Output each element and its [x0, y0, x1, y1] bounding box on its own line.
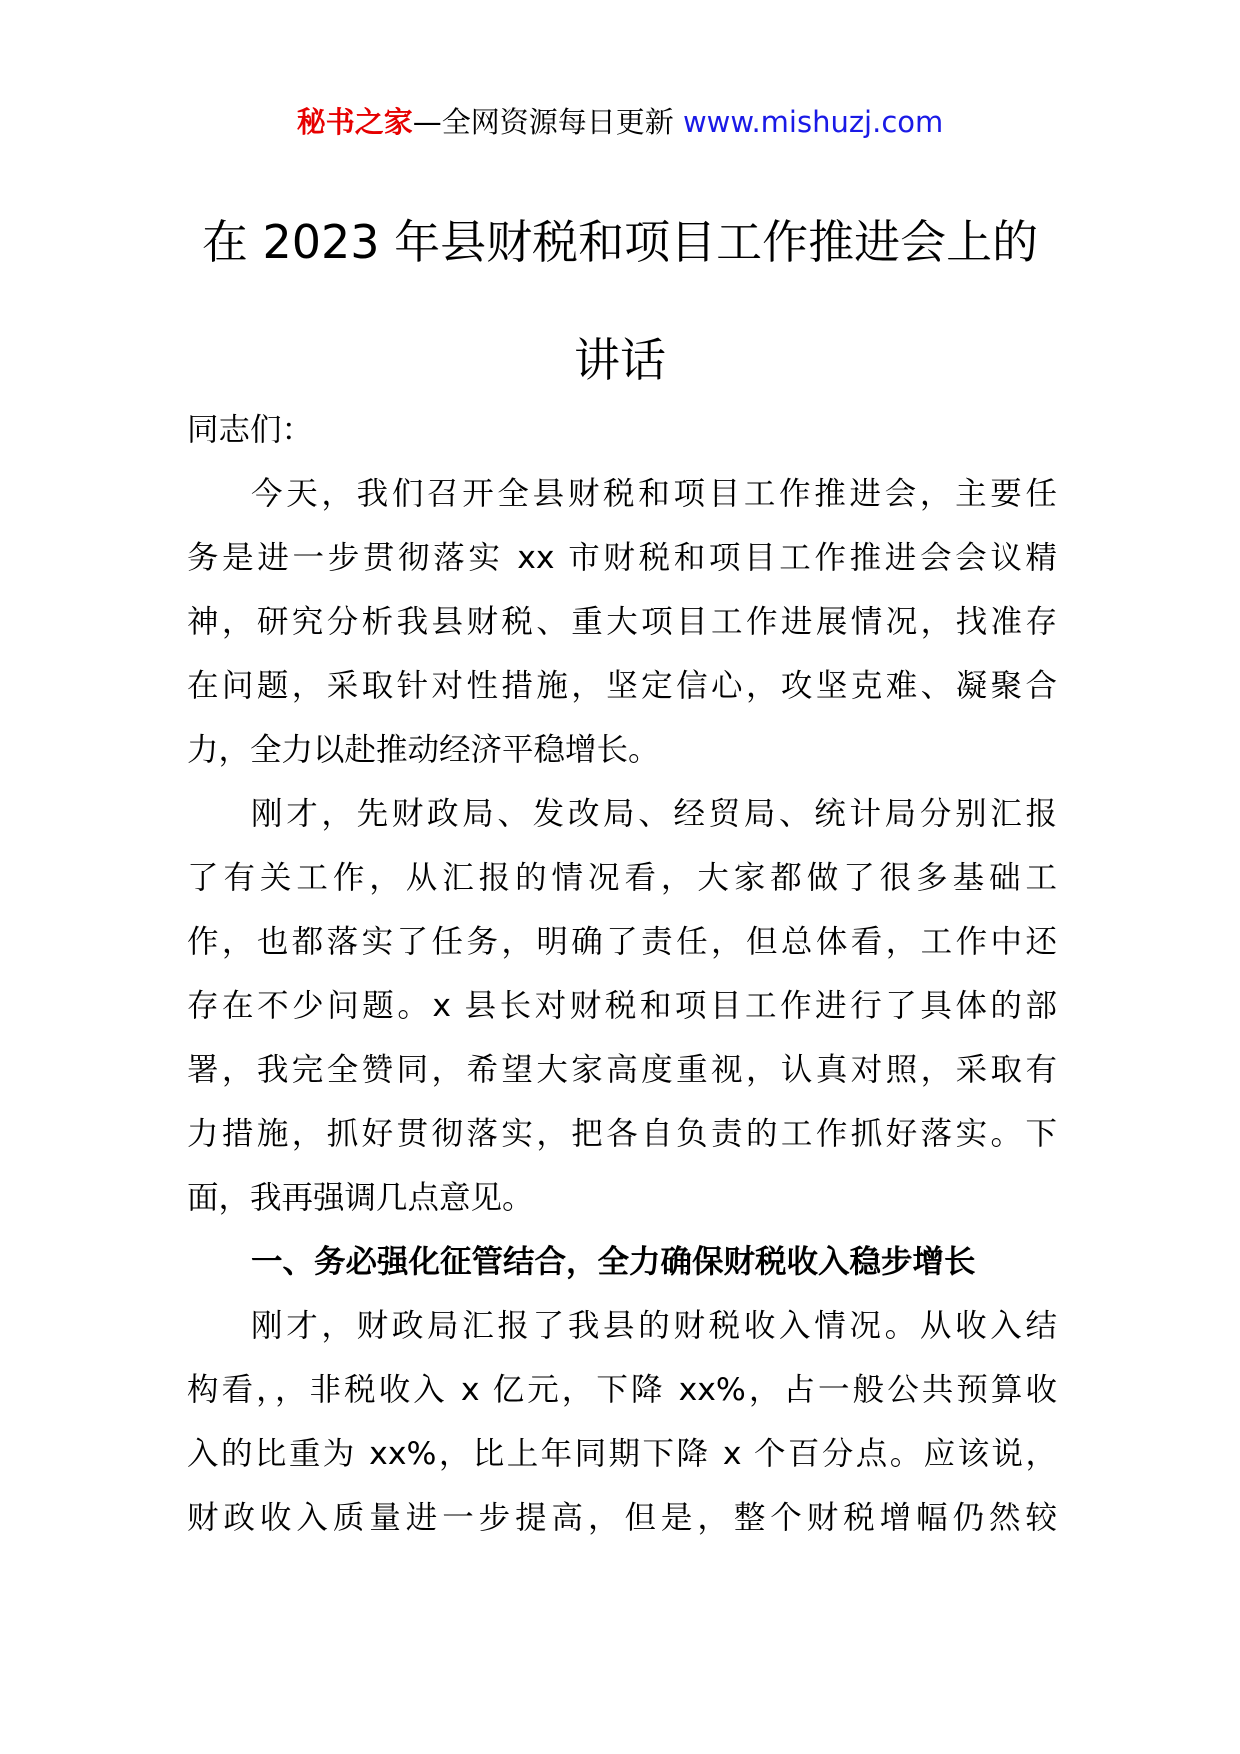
paragraph-line: 刚才，先财政局、发改局、经贸局、统计局分别汇报	[251, 796, 1057, 832]
section-heading-1: 一、务必强化征管结合，全力确保财税收入稳步增长	[251, 1244, 976, 1280]
document-title-line-2: 讲话	[574, 333, 666, 387]
paragraph-line: 构看，，非税收入 x 亿元，下降 xx%，占一般公共预算收	[187, 1372, 1057, 1408]
paragraph-3	[187, 1294, 1057, 1550]
paragraph-line: 在问题，采取针对性措施，坚定信心，攻坚克难、凝聚合	[187, 668, 1057, 704]
document-title-line-1: 在 2023 年县财税和项目工作推进会上的	[201, 215, 1039, 269]
site-header	[0, 100, 1240, 144]
paragraph-line: 刚才，财政局汇报了我县的财税收入情况。从收入结	[251, 1308, 1057, 1344]
document-title	[0, 183, 1240, 419]
brand-name: 秘书之家	[296, 105, 413, 139]
paragraph-line: 面，我再强调几点意见。	[187, 1180, 534, 1216]
paragraph-line: 力措施，抓好贯彻落实，把各自负责的工作抓好落实。下	[187, 1116, 1057, 1152]
paragraph-line: 署，我完全赞同，希望大家高度重视，认真对照，采取有	[187, 1052, 1057, 1088]
paragraph-line: 财政收入质量进一步提高，但是，整个财税增幅仍然较	[187, 1500, 1057, 1536]
paragraph-line: 神，研究分析我县财税、重大项目工作进展情况，找准存	[187, 604, 1057, 640]
paragraph-1	[187, 462, 1057, 782]
header-tagline: —全网资源每日更新	[412, 105, 674, 139]
site-url-link[interactable]: www.mishuzj.com	[682, 105, 944, 139]
paragraph-line: 了有关工作，从汇报的情况看，大家都做了很多基础工	[187, 860, 1057, 896]
paragraph-line: 力，全力以赴推动经济平稳增长。	[187, 732, 660, 768]
paragraph-line: 入的比重为 xx%，比上年同期下降 x 个百分点。应该说，	[187, 1436, 1057, 1472]
document-body	[187, 398, 1057, 1550]
paragraph-2	[187, 782, 1057, 1230]
paragraph-line: 务是进一步贯彻落实 xx 市财税和项目工作推进会会议精	[187, 540, 1057, 576]
paragraph-line: 存在不少问题。x 县长对财税和项目工作进行了具体的部	[187, 988, 1057, 1024]
paragraph-line: 作，也都落实了任务，明确了责任，但总体看，工作中还	[187, 924, 1057, 960]
paragraph-line: 今天，我们召开全县财税和项目工作推进会，主要任	[251, 476, 1057, 512]
salutation: 同志们：	[187, 412, 314, 448]
